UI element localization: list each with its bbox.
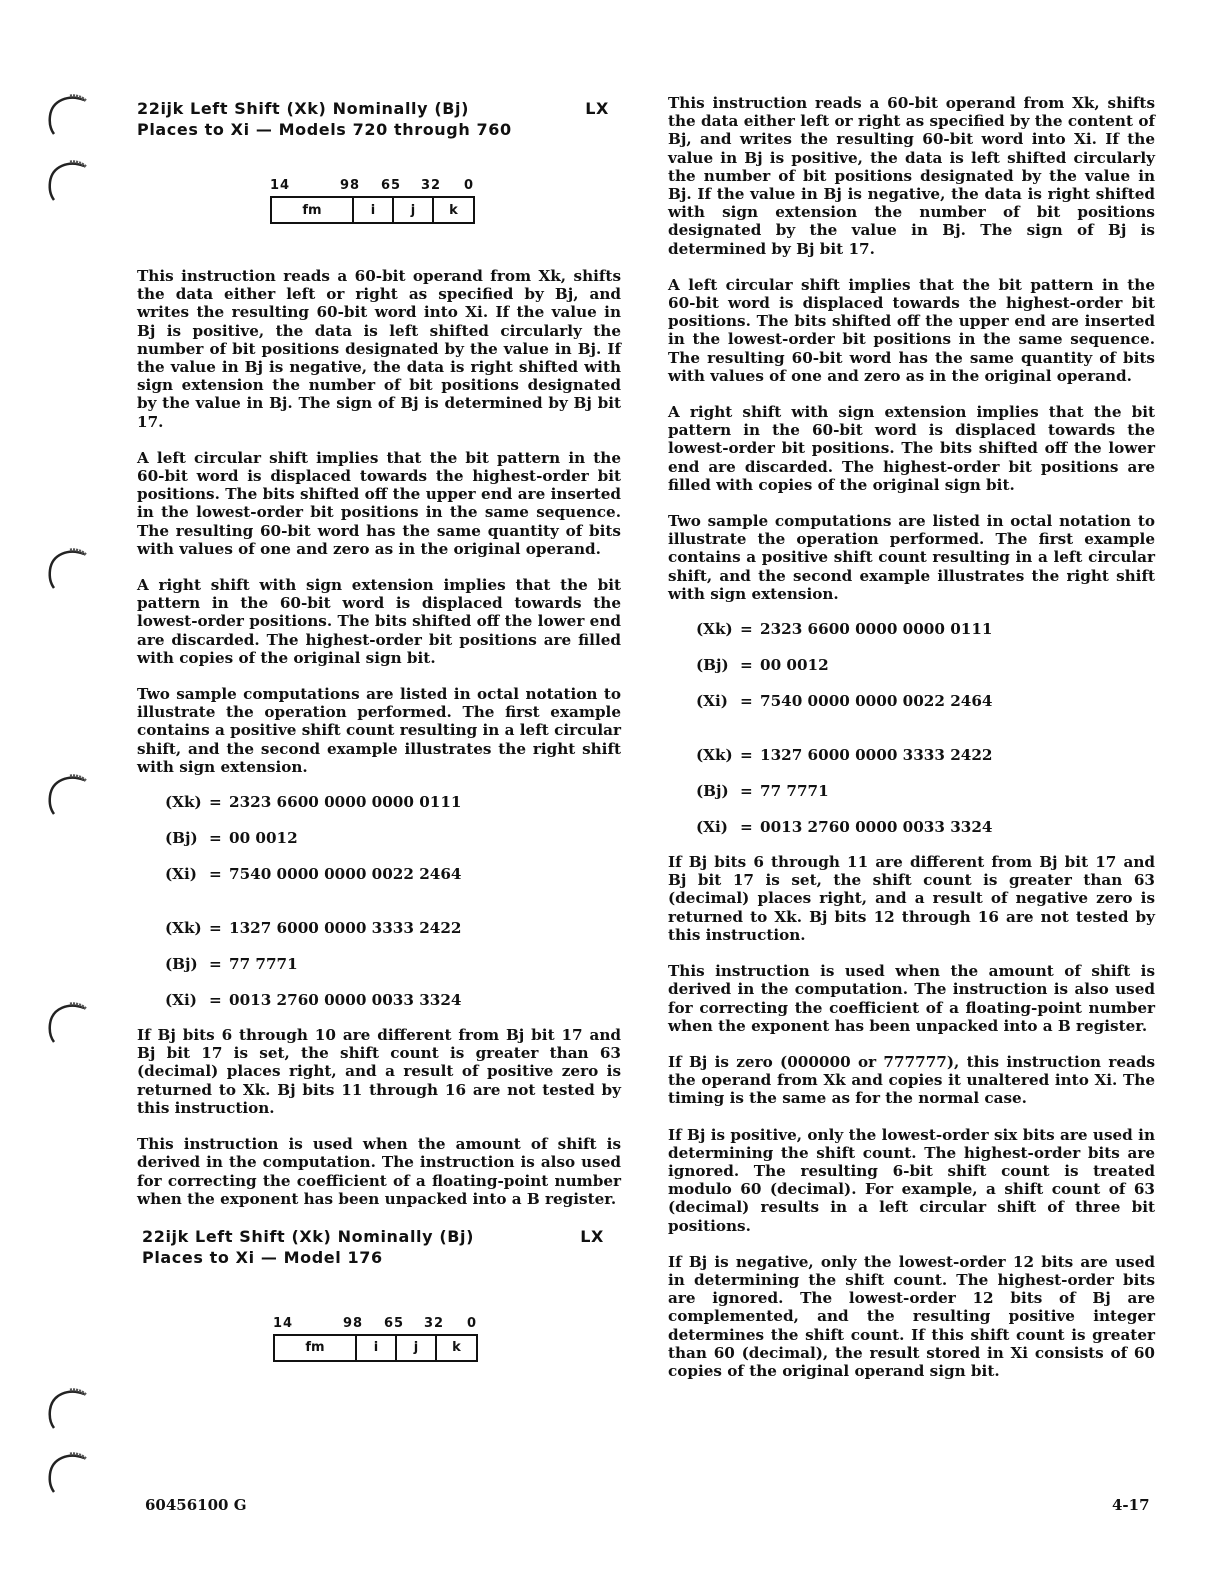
example-line (165, 919, 621, 937)
equals-sign: = (740, 782, 753, 801)
register-value: 00 0012 (760, 656, 829, 675)
bit-label: 32 (421, 178, 442, 193)
binder-hole-mark (44, 546, 90, 592)
register-name: (Xk) (696, 620, 733, 639)
example-line (165, 955, 621, 973)
binder-hole-mark (44, 158, 90, 204)
bit-label: 65 (381, 178, 402, 193)
field-j: j (392, 198, 432, 222)
binder-hole-mark (44, 772, 90, 818)
paragraph: This instruction reads a 60-bit operand from Xk, shifts the data either left or right as specified by the content of Bj, and writes the resulting 60-bit word into Xi. If the value in Bj is positive, the data is left shifted circularly the number of bit positions designated by the value in Bj. If the value in Bj is negative, the data is right shifted with sign extension the number of bit positions designated by the value in Bj. The sign of Bj is determined by Bj bit 17. (668, 94, 1155, 258)
equals-sign: = (209, 793, 222, 812)
register-value: 77 7771 (760, 782, 829, 801)
register-value: 2323 6600 0000 0000 0111 (760, 620, 993, 639)
document-number: 60456100 G (145, 1496, 247, 1514)
register-name: (Xi) (165, 865, 197, 884)
instruction-format-diagram (270, 178, 475, 224)
left-column (137, 98, 621, 1362)
field-j: j (395, 1336, 435, 1360)
register-name: (Bj) (696, 782, 729, 801)
paragraph: Two sample computations are listed in octal notation to illustrate the operation performed. The first example contains a positive shift count resulting in a left circular shift, and the second example illustrates the right shift with sign extension. (137, 685, 621, 776)
bit-label: 14 (270, 178, 291, 193)
example-line (696, 782, 1155, 800)
register-name: (Xi) (165, 991, 197, 1010)
register-value: 7540 0000 0000 0022 2464 (229, 865, 462, 884)
paragraph: If Bj bits 6 through 10 are different from Bj bit 17 and Bj bit 17 is set, the shift count is greater than 63 (decimal) places right, and a result of positive zero is returned to Xk. Bj bits 11 through 16 are not tested by this instruction. (137, 1026, 621, 1117)
register-name: (Xi) (696, 818, 728, 837)
example-line (165, 793, 621, 811)
page-number: 4-17 (1112, 1496, 1150, 1514)
equals-sign: = (740, 818, 753, 837)
paragraph: A right shift with sign extension implies that the bit pattern in the 60-bit word is displaced towards the lowest-order bit positions. The bits shifted off the lower end are discarded. The highest-order bit positions are filled with copies of the original sign bit. (668, 403, 1155, 494)
register-name: (Bj) (165, 955, 198, 974)
paragraph: A left circular shift implies that the bit pattern in the 60-bit word is displaced towards the highest-order bit positions. The bits shifted off the upper end are inserted in the lowest-order bit positions in the same sequence. The resulting 60-bit word has the same quantity of bits with values of one and zero as in the original operand. (137, 448, 621, 558)
register-value: 1327 6000 0000 3333 2422 (229, 919, 462, 938)
heading-line-1: 22ijk Left Shift (Xk) Nominally (Bj) (142, 1226, 475, 1246)
register-value: 2323 6600 0000 0000 0111 (229, 793, 462, 812)
bit-label: 0 (464, 178, 475, 193)
equals-sign: = (209, 955, 222, 974)
equals-sign: = (209, 829, 222, 848)
example-line (696, 818, 1155, 836)
mnemonic-label: LX (580, 1226, 604, 1246)
paragraph: A right shift with sign extension implies that the bit pattern in the 60-bit word is displaced towards the lowest-order positions. The bits shifted off the lower end are discarded. The highest-order bit positions are filled with copies of the original sign bit. (137, 576, 621, 667)
equals-sign: = (209, 865, 222, 884)
paragraph: If Bj is zero (000000 or 777777), this instruction reads the operand from Xk and copies it unaltered into Xi. The timing is the same as for the normal case. (668, 1052, 1155, 1108)
bit-label: 65 (384, 1315, 405, 1331)
register-value: 0013 2760 0000 0033 3324 (760, 818, 993, 837)
binder-hole-mark (44, 92, 90, 138)
example-line (165, 865, 621, 883)
register-name: (Bj) (165, 829, 198, 848)
equals-sign: = (740, 656, 753, 675)
paragraph: A left circular shift implies that the bit pattern in the 60-bit word is displaced towards the highest-order bit positions. The bits shifted off the upper end are inserted in the lowest-order bit positions in the same sequence. The resulting 60-bit word has the same quantity of bits with values of one and zero as in the original operand. (668, 275, 1155, 385)
example-line (165, 829, 621, 847)
paragraph: Two sample computations are listed in octal notation to illustrate the operation performed. The first example contains a positive shift count resulting in a left circular shift, and the second example illustrates the right shift with sign extension. (668, 512, 1155, 603)
paragraph: This instruction is used when the amount of shift is derived in the computation. The instruction is also used for correcting the coefficient of a floating-point number when the exponent has been unpacked into a B register. (137, 1135, 621, 1208)
bit-label: 14 (273, 1315, 294, 1331)
register-value: 7540 0000 0000 0022 2464 (760, 692, 993, 711)
instruction-format-diagram (273, 1316, 478, 1362)
field-i: i (355, 1336, 395, 1360)
example-line (696, 656, 1155, 674)
paragraph: If Bj bits 6 through 11 are different from Bj bit 17 and Bj bit 17 is set, the shift count is greater than 63 (decimal) places right, and a result of negative zero is returned to Xk. Bj bits 12 through 16 are not tested by this instruction. (668, 853, 1155, 944)
register-name: (Xk) (165, 793, 202, 812)
instruction-heading (142, 1226, 621, 1268)
bit-label: 98 (340, 178, 361, 193)
heading-line-2: Places to Xi — Models 720 through 760 (137, 120, 512, 139)
heading-line-1: 22ijk Left Shift (Xk) Nominally (Bj) (137, 99, 470, 118)
binder-hole-mark (44, 1450, 90, 1496)
paragraph: If Bj is positive, only the lowest-order six bits are used in determining the shift count. The highest-order bits are ignored. The resulting 6-bit shift count is treated modulo 60 (decimal). For example, a shift count of 63 (decimal) results in a left circular shift of three bit positions. (668, 1125, 1155, 1235)
register-value: 0013 2760 0000 0033 3324 (229, 991, 462, 1010)
equals-sign: = (209, 919, 222, 938)
bit-label: 98 (343, 1315, 364, 1331)
field-i: i (352, 198, 392, 222)
mnemonic-label: LX (585, 99, 609, 118)
binder-hole-mark (44, 1000, 90, 1046)
bit-positions (270, 178, 475, 194)
paragraph: This instruction reads a 60-bit operand from Xk, shifts the data either left or right as specified by Bj, and writes the resulting 60-bit word into Xi. If the value in Bj is positive, the data is left shifted circularly the number of bit positions designated by the value in Bj. If the value in Bj is negative, the data is right shifted with sign extension the number of bit positions designated by the value in Bj. The sign of Bj is determined by Bj bit 17. (137, 267, 621, 431)
register-value: 00 0012 (229, 829, 298, 848)
heading-line-2: Places to Xi — Model 176 (142, 1247, 383, 1267)
bit-label: 32 (424, 1315, 445, 1331)
register-name: (Xk) (696, 746, 733, 765)
example-line (696, 746, 1155, 764)
register-name: (Xi) (696, 692, 728, 711)
field-k: k (435, 1336, 476, 1360)
register-value: 77 7771 (229, 955, 298, 974)
equals-sign: = (740, 746, 753, 765)
field-fm: fm (305, 1340, 325, 1356)
equals-sign: = (740, 620, 753, 639)
example-line (696, 620, 1155, 638)
field-fm: fm (302, 202, 322, 218)
field-k: k (432, 198, 473, 222)
bit-label: 0 (467, 1315, 478, 1331)
format-box (273, 1334, 478, 1362)
paragraph: If Bj is negative, only the lowest-order 12 bits are used in determining the shift count. The highest-order bits are ignored. The lowest-order 12 bits of Bj are complemented, and the resulting positive integer determines the shift count. If this shift count is greater than 60 (decimal), the result stored in Xi consists of 60 copies of the original operand sign bit. (668, 1252, 1155, 1380)
example-line (165, 991, 621, 1009)
equals-sign: = (740, 692, 753, 711)
bit-positions (273, 1316, 478, 1332)
equals-sign: = (209, 991, 222, 1010)
register-value: 1327 6000 0000 3333 2422 (760, 746, 993, 765)
format-box (270, 196, 475, 224)
paragraph: This instruction is used when the amount of shift is derived in the computation. The instruction is also used for correcting the coefficient of a floating-point number when the exponent has been unpacked into a B register. (668, 962, 1155, 1035)
register-name: (Bj) (696, 656, 729, 675)
instruction-heading (137, 98, 621, 140)
register-name: (Xk) (165, 919, 202, 938)
binder-hole-mark (44, 1386, 90, 1432)
example-line (696, 692, 1155, 710)
right-column (668, 94, 1155, 1380)
